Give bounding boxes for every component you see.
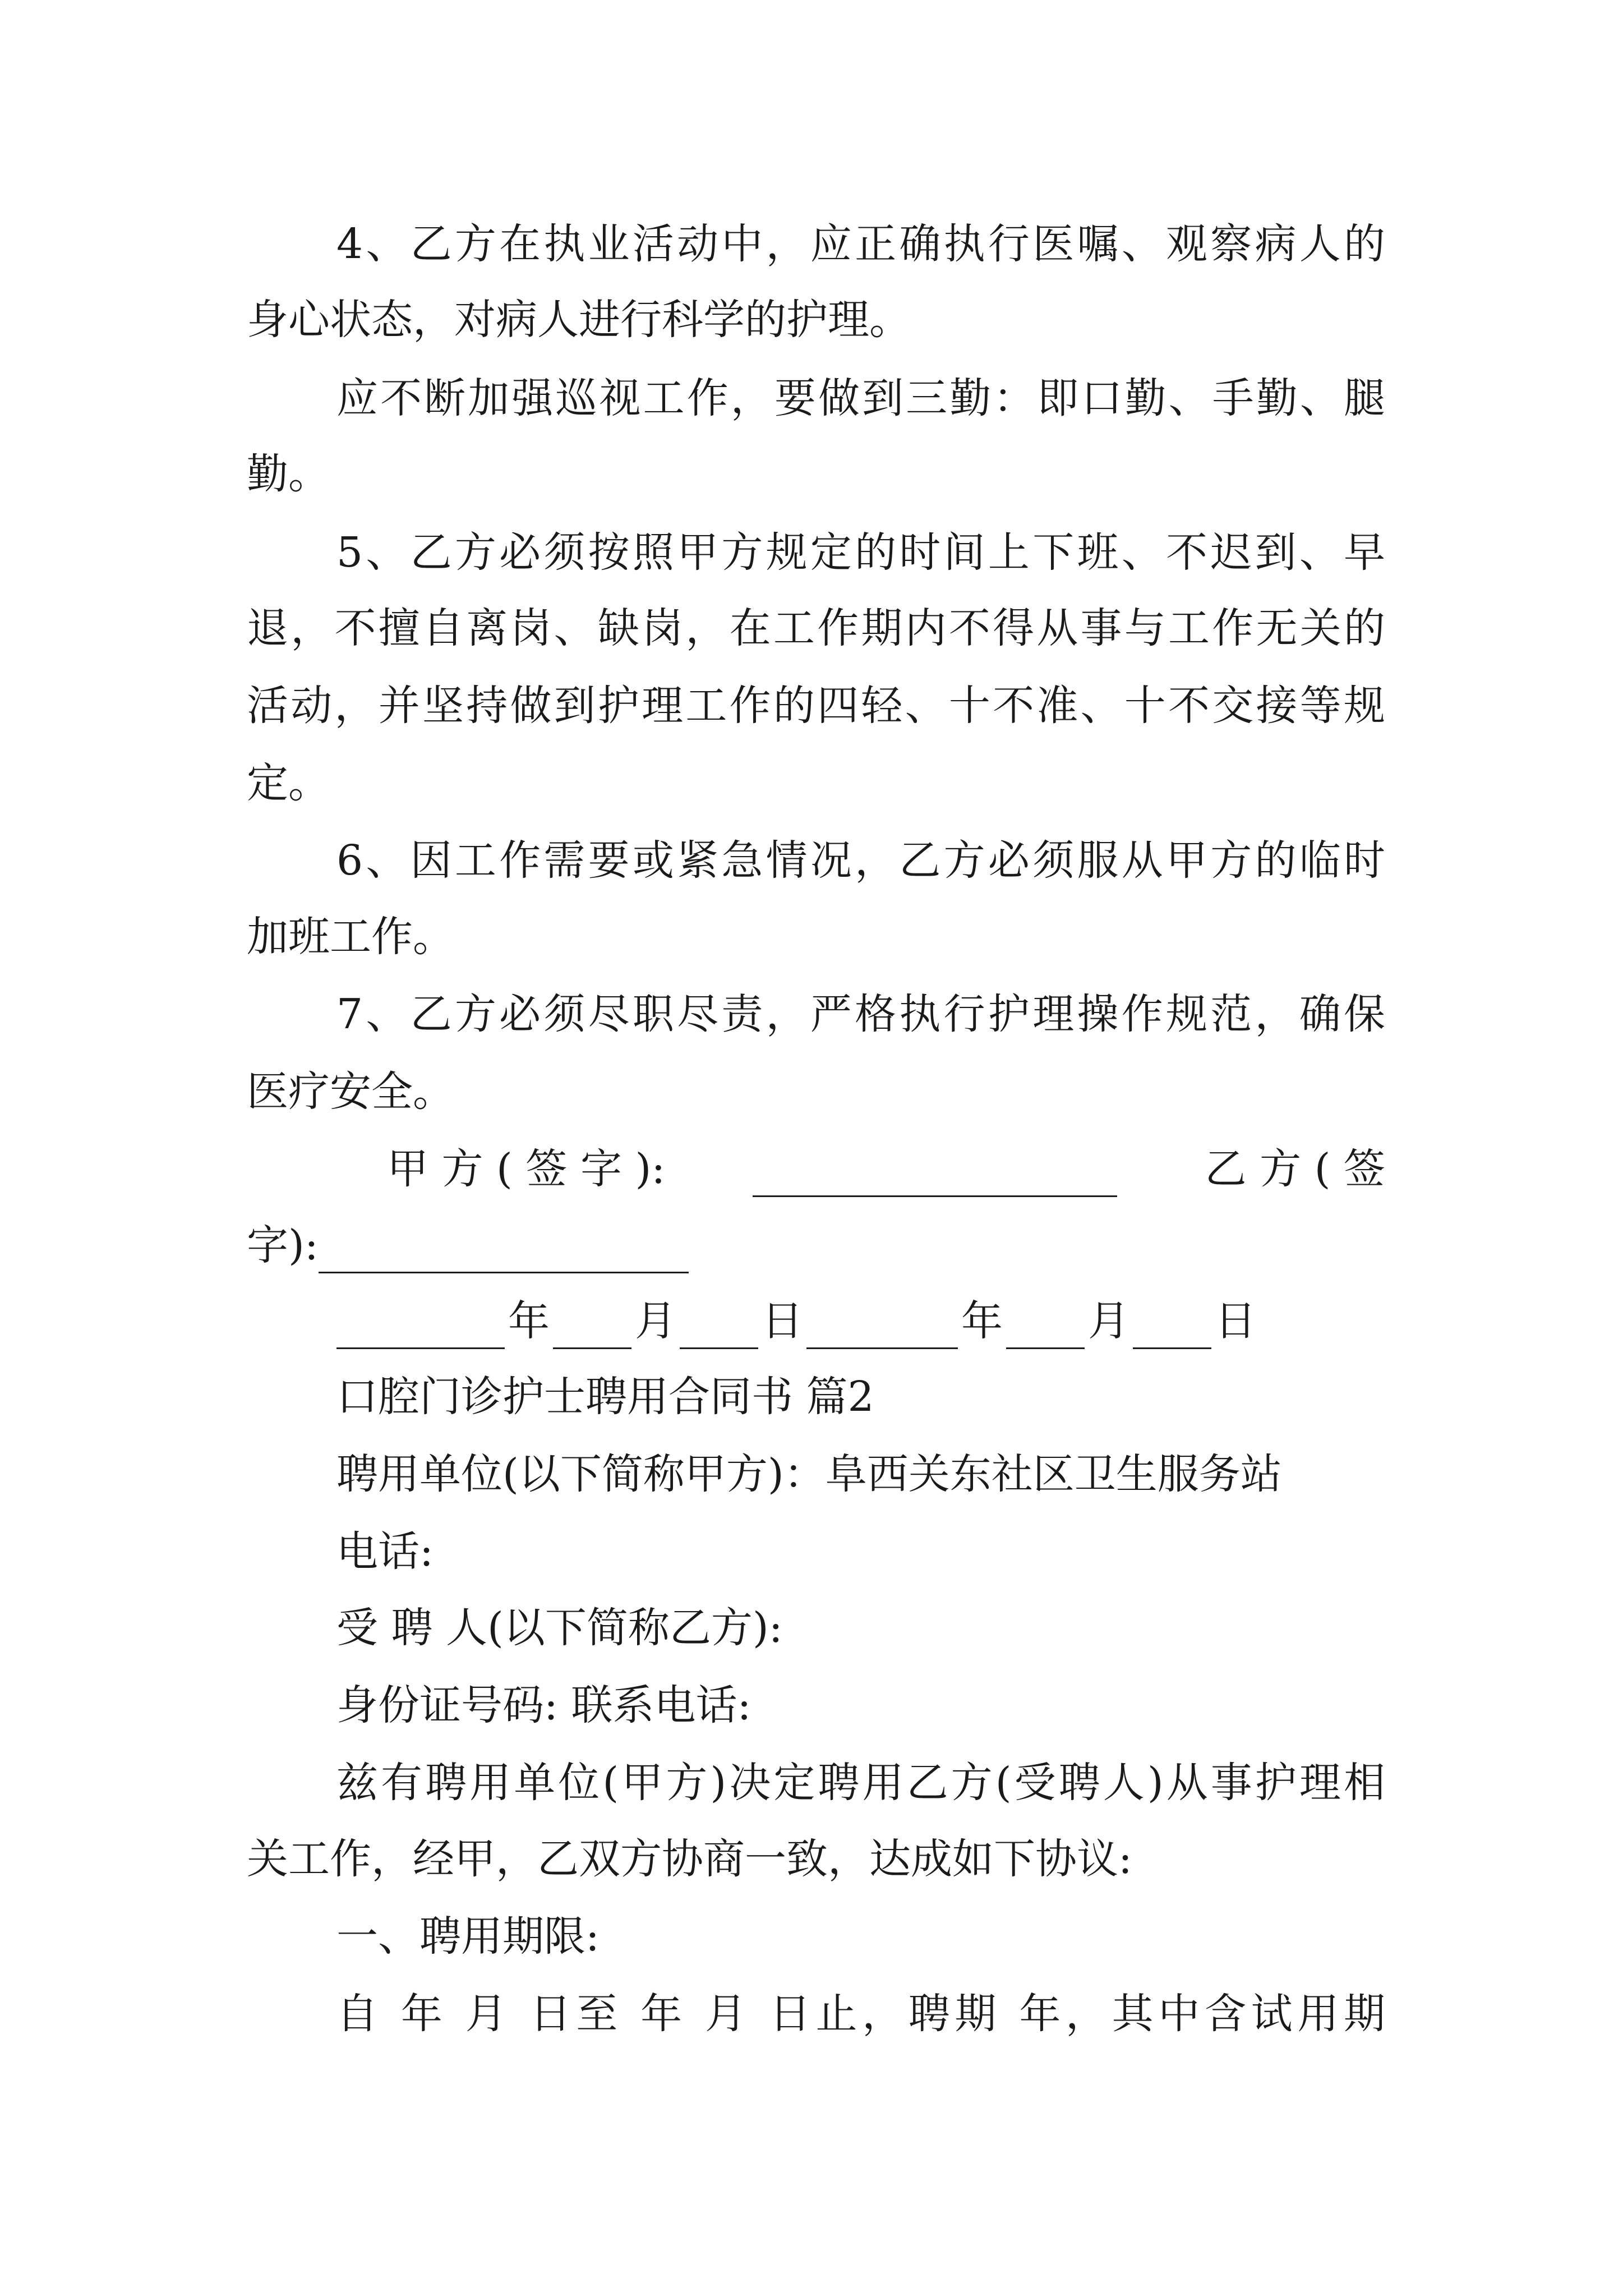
paragraph-line: 4、乙方在执业活动中，应正确执行医嘱、观察病人的 (336, 220, 1385, 268)
paragraph-line: 退，不擅自离岗、缺岗，在工作期内不得从事与工作无关的 (247, 604, 1385, 652)
paragraph-line: 活动，并坚持做到护理工作的四轻、十不准、十不交接等规 (247, 682, 1385, 730)
month-label-a: 月 (635, 1297, 676, 1345)
intro-line-2: 关工作，经甲，乙双方协商一致，达成如下协议: (247, 1835, 1132, 1883)
month-label-b: 月 (1088, 1297, 1129, 1345)
paragraph-line: 勤。 (247, 450, 330, 498)
employer-line: 聘用单位(以下简称甲方)：阜西关东社区卫生服务站 (336, 1450, 1282, 1498)
employee-line: 受 聘 人(以下简称乙方): (336, 1604, 783, 1652)
id-phone-line: 身份证号码: 联系电话: (336, 1681, 751, 1729)
party-a-signature-blank (753, 1156, 1117, 1197)
term-line: 自 年 月 日至 年 月 日止，聘期 年，其中含试用期 (336, 1990, 1385, 2038)
year-label-b: 年 (961, 1297, 1003, 1345)
date-row (336, 1293, 1385, 1349)
day-label-a: 日 (762, 1297, 803, 1345)
day-blank-b (1133, 1308, 1211, 1349)
paragraph-line: 7、乙方必须尽职尽责，严格执行护理操作规范，确保 (336, 990, 1385, 1038)
year-blank-b (806, 1308, 958, 1349)
year-label-a: 年 (508, 1297, 550, 1345)
clause-heading: 一、聘用期限: (336, 1912, 600, 1961)
paragraph-line: 加班工作。 (247, 913, 454, 961)
party-b-signature-label-cont: 字): (247, 1221, 319, 1269)
section-title: 口腔门诊护士聘用合同书 篇2 (336, 1373, 874, 1421)
paragraph-line: 6、因工作需要或紧急情况，乙方必须服从甲方的临时 (336, 836, 1385, 885)
party-b-signature-blank (319, 1232, 689, 1273)
signature-row-cont (247, 1217, 1385, 1273)
month-blank-a (553, 1308, 631, 1349)
party-b-signature-label: 乙 方 ( 签 (1205, 1145, 1385, 1193)
paragraph-line: 身心状态，对病人进行科学的护理。 (247, 296, 911, 344)
day-blank-a (680, 1308, 758, 1349)
paragraph-line: 5、乙方必须按照甲方规定的时间上下班、不迟到、早 (336, 528, 1385, 577)
paragraph-line: 医疗安全。 (247, 1068, 454, 1116)
intro-line-1: 兹有聘用单位(甲方)决定聘用乙方(受聘人)从事护理相 (336, 1759, 1385, 1807)
paragraph-line: 定。 (247, 759, 330, 807)
phone-line: 电话: (336, 1527, 434, 1576)
paragraph-line: 应不断加强巡视工作，要做到三勤：即口勤、手勤、腿 (336, 374, 1385, 422)
day-label-b: 日 (1215, 1297, 1256, 1345)
year-blank-a (336, 1308, 505, 1349)
month-blank-b (1006, 1308, 1085, 1349)
signature-row (387, 1141, 1385, 1197)
party-a-signature-label: 甲 方 ( 签 字 ): (387, 1145, 666, 1193)
